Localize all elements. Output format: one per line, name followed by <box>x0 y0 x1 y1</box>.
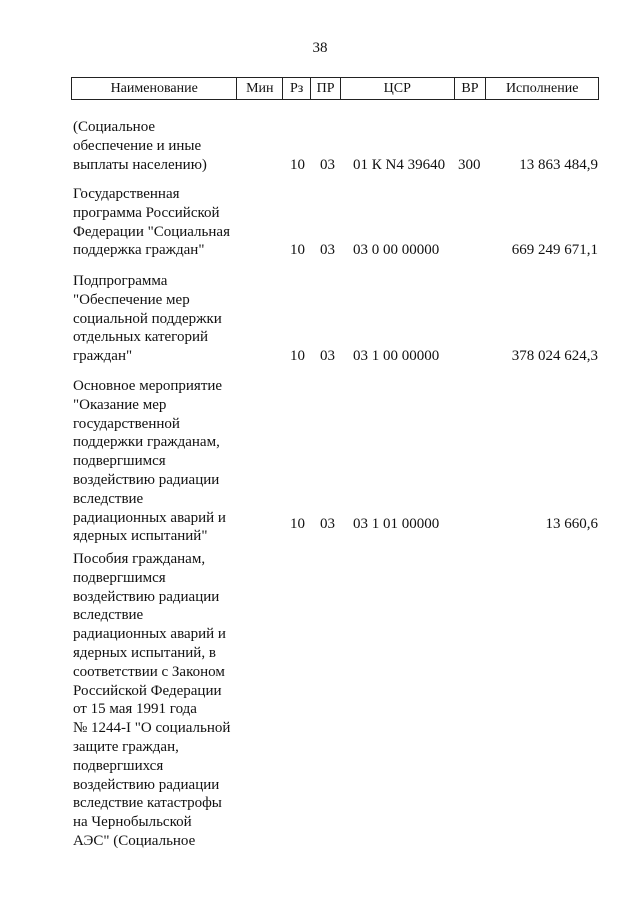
header-pr: ПР <box>311 78 341 99</box>
row-pr: 03 <box>320 156 335 173</box>
row-name: Основное мероприятие "Оказание мер государственной поддержки гражданам, подвергшимся воздействию радиации вследствие радиационных аварий и ядерных испытаний" <box>73 378 226 545</box>
row-isp: 378 024 624,3 <box>511 348 598 365</box>
row-rz: 10 <box>290 156 305 173</box>
row-isp: 669 249 671,1 <box>511 242 598 259</box>
header-min: Мин <box>237 78 283 99</box>
row-csr: 03 1 01 00000 <box>353 516 440 532</box>
row-csr: 03 0 00 00000 <box>353 242 440 259</box>
row-rz: 10 <box>290 348 305 365</box>
row-pr: 03 <box>320 348 335 365</box>
row-isp: 13 863 484,9 <box>519 156 598 173</box>
page-number: 38 <box>312 40 328 56</box>
row-vr: 300 <box>458 156 481 173</box>
header-isp: Исполнение <box>505 81 579 96</box>
row-name: Подпрограмма "Обеспечение мер социальной поддержки отдельных категорий граждан" <box>73 273 222 365</box>
row-csr: 01 К N4 39640 <box>353 156 446 173</box>
row-rz: 10 <box>290 242 305 259</box>
row-pr: 03 <box>320 242 335 259</box>
row-name: Пособия гражданам, подвергшимся воздействию радиации вследствие радиационных аварий и ядерных испытаний, в соответствии с Законом Российской Федерации от 15 мая 1991 года № 1244-I "О социальной защите граждан, подвергшихся воздействию радиации вследствие катастрофы на Чернобыльской АЭС" (Социальное <box>73 551 231 849</box>
header-name: Наименование <box>72 78 237 99</box>
row-csr: 03 1 00 00000 <box>353 348 440 365</box>
row-isp: 13 660,6 <box>545 516 598 532</box>
header-rz: Рз <box>283 78 311 99</box>
row-rz: 10 <box>290 516 305 532</box>
header-vr: ВР <box>455 78 487 99</box>
row-pr: 03 <box>320 516 335 532</box>
table-header <box>71 77 599 100</box>
row-name: Государственная программа Российской Федерации "Социальная поддержка граждан" <box>73 186 230 259</box>
header-csr: ЦСР <box>341 78 455 99</box>
row-name: (Социальное обеспечение и иные выплаты населению) <box>73 119 207 173</box>
